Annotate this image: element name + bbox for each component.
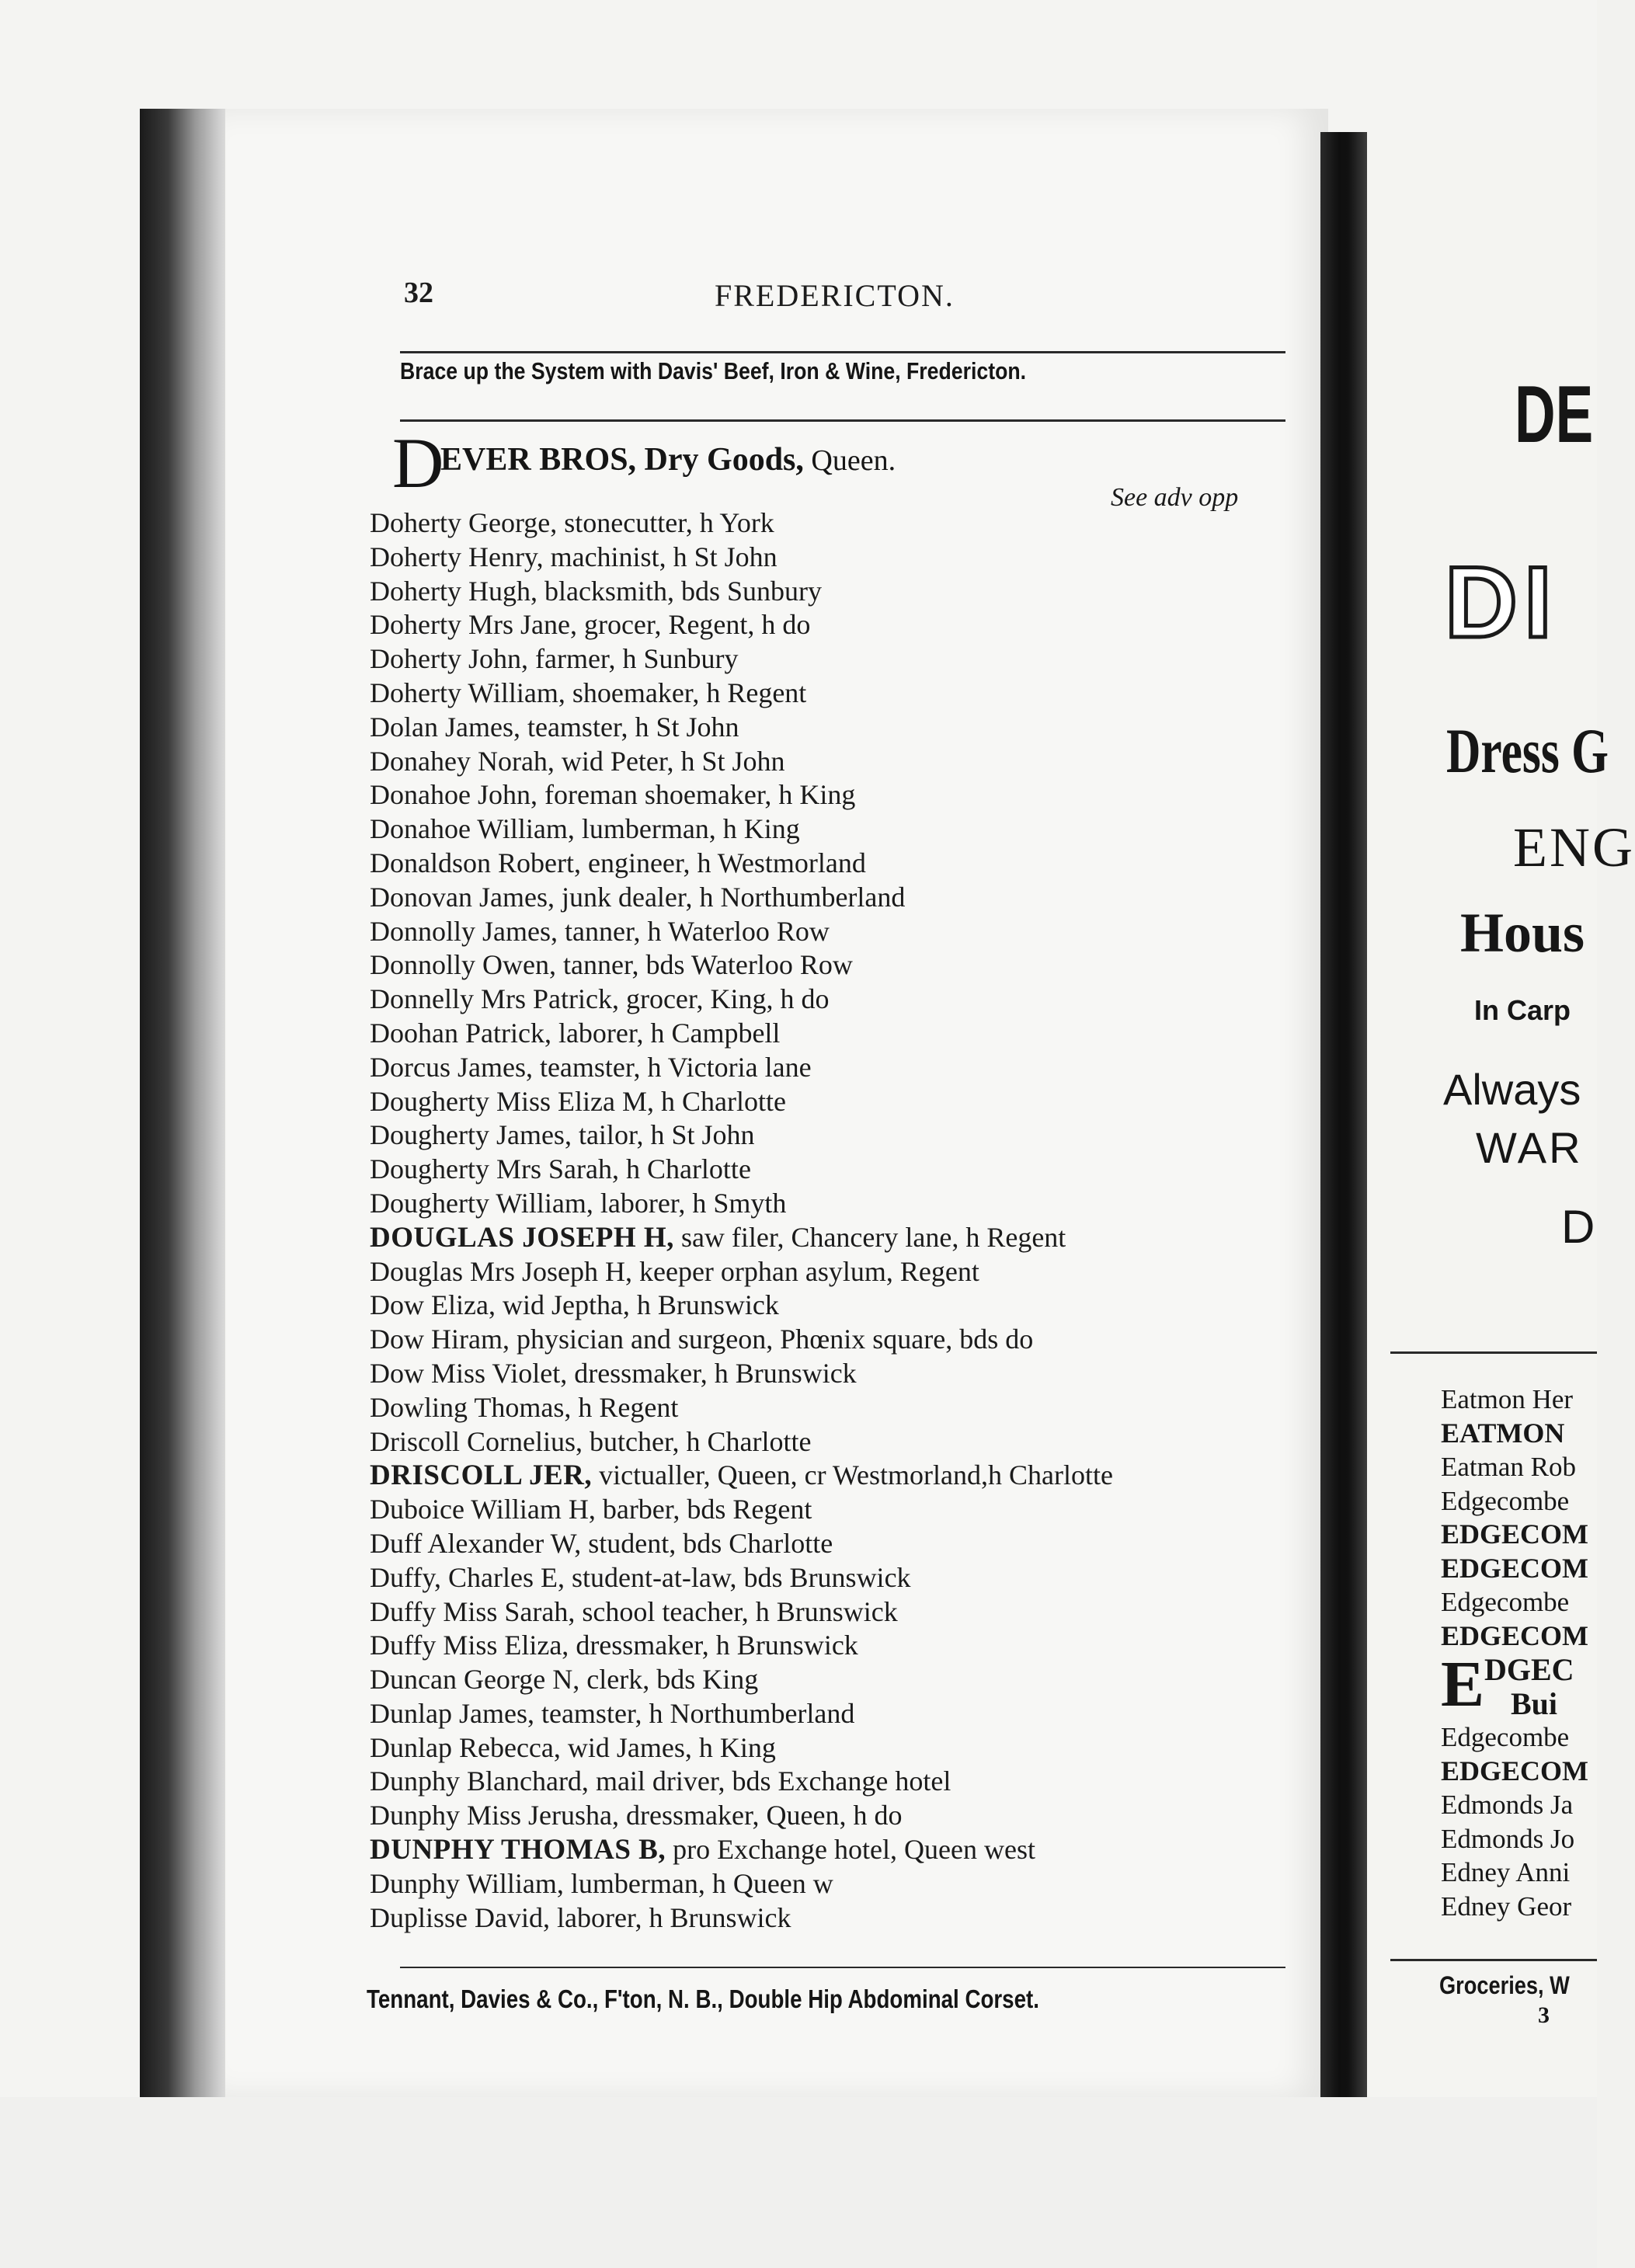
entry-name: Dougherty Mrs Sarah, [370,1153,619,1185]
entry-name: Donnelly Mrs Patrick, [370,983,619,1015]
advert-rule [400,419,1285,422]
right-warerooms: WAR [1476,1123,1583,1172]
directory-entry [370,1901,1333,1936]
entry-name: Dunphy William, [370,1867,564,1899]
see-advert-note: See adv opp [1111,483,1239,512]
directory-entry [370,1493,1333,1527]
right-heading-de: DE [1515,370,1594,460]
entry-detail: grocer, Regent, h do [576,609,811,641]
entry-detail: student, bds Charlotte [581,1527,833,1559]
right-list-item: EDGECOM [1441,1552,1589,1584]
drop-cap: D [392,423,444,503]
header-rule [400,351,1285,353]
right-list-item: Edney Geor [1441,1891,1572,1922]
running-title: FREDERICTON. [715,278,955,313]
entry-detail: physician and surgeon, Phœnix square, bds do [509,1324,1034,1355]
entry-name: DOUGLAS JOSEPH H, [370,1221,674,1254]
entry-name: Dow Hiram, [370,1324,510,1355]
directory-entry [370,1629,1333,1663]
entry-detail: wid James, h King [560,1731,776,1763]
page-number: 32 [404,277,433,309]
entry-detail: victualler, Queen, cr Westmorland,h Charlotte [592,1459,1113,1491]
directory-entry [370,812,1333,847]
entry-name: Donnolly Owen, [370,949,556,981]
directory-entry [370,1017,1333,1051]
entry-name: Dougherty Miss Eliza M, [370,1085,654,1117]
entry-detail: keeper orphan asylum, Regent [632,1255,979,1287]
entry-name: Doohan Patrick, [370,1017,551,1049]
entry-detail: laborer, h Smyth [593,1187,787,1219]
right-list-item: EDGECOM [1441,1619,1589,1651]
directory-entry [370,575,1333,609]
entry-detail: shoemaker, h Regent [565,677,807,708]
directory-entry [370,1051,1333,1085]
entry-detail: pro Exchange hotel, Queen west [666,1834,1035,1866]
entry-detail: wid Jeptha, h Brunswick [495,1289,779,1321]
entry-detail: junk dealer, h Northumberland [554,881,906,913]
right-always: Always [1443,1065,1581,1114]
directory-entry [370,506,1333,541]
entry-name: Douglas Mrs Joseph H, [370,1255,632,1287]
directory-entry [370,847,1333,881]
entry-detail: barber, bds Regent [595,1494,812,1525]
directory-entry [370,1085,1333,1119]
book-edge [140,109,233,2097]
entry-name: Doherty John, [370,643,528,675]
right-list-item: Edgecombe [1441,1587,1570,1617]
entry-name: Donnolly James, [370,915,558,947]
entry-name: Doherty William, [370,677,565,708]
entry-name: Duffy Miss Sarah, [370,1595,576,1627]
entry-detail: laborer, h Campbell [551,1017,781,1049]
entry-detail: mail driver, bds Exchange hotel [588,1765,951,1797]
right-drop-line: DGEC [1484,1652,1574,1687]
right-footer-rule [1390,1959,1597,1961]
entry-detail: clerk, bds King [579,1664,759,1696]
entry-detail: dressmaker, h Brunswick [567,1357,857,1389]
directory-entry [370,541,1333,575]
directory-entry [370,1391,1333,1425]
entry-name: Donahey Norah, [370,745,555,777]
entry-detail: tanner, h Waterloo Row [557,915,830,947]
directory-entry [370,948,1333,983]
entry-detail: teamster, h St John [520,711,739,743]
directory-entry [370,1255,1333,1289]
entry-detail: student-at-law, bds Brunswick [564,1561,911,1593]
directory-entry [370,677,1333,711]
directory-entry [370,1323,1333,1357]
entry-detail: dressmaker, Queen, h do [619,1800,903,1831]
right-house: Hous [1460,902,1585,964]
right-dress-goods: Dress G [1446,715,1609,786]
entry-name: DUNPHY THOMAS B, [370,1834,666,1866]
right-list-item: EATMON [1441,1417,1565,1449]
right-bottom-advert: Groceries, W [1439,1971,1570,1999]
entry-name: Donahoe William, [370,813,575,845]
entry-detail: lumberman, h Queen w [563,1867,833,1899]
footer-rule [400,1967,1285,1968]
feature-entry-rest: Queen. [803,444,896,477]
directory-entry [370,711,1333,745]
directory-entry [370,1663,1333,1697]
directory-entry [370,915,1333,949]
bottom-advert: Tennant, Davies & Co., F'ton, N. B., Double Hip Abdominal Corset. [367,1984,1039,2013]
entry-name: Doherty Mrs Jane, [370,609,577,641]
directory-entry [370,1867,1333,1901]
entry-detail: tailor, h St John [571,1119,755,1151]
right-carpets: In Carp [1474,994,1571,1026]
entry-name: Dow Eliza, [370,1289,496,1321]
entry-detail: lumberman, h King [574,813,800,845]
entry-detail: saw filer, Chancery lane, h Regent [673,1221,1066,1253]
directory-entry [370,642,1333,677]
entry-name: Driscoll Cornelius, [370,1425,583,1457]
directory-entry [370,1221,1333,1255]
right-list-item: Eatmon Her [1441,1384,1574,1414]
entry-detail: tanner, bds Waterloo Row [555,949,853,981]
directory-entry [370,1153,1333,1187]
entry-name: Dorcus James, [370,1051,533,1083]
entry-name: Donovan James, [370,881,555,913]
directory-entry [370,983,1333,1017]
entry-name: Dougherty William, [370,1187,593,1219]
entry-name: Dowling Thomas, [370,1391,572,1423]
directory-entry [370,1357,1333,1391]
entry-detail: laborer, h Brunswick [549,1901,791,1933]
entry-detail: wid Peter, h St John [554,745,785,777]
right-d: D [1561,1201,1595,1253]
directory-entry [370,1833,1333,1867]
directory-entries [370,506,1333,1935]
entry-detail: h Charlotte [618,1153,751,1185]
right-list-item: Eatman Rob [1441,1452,1576,1482]
right-list-item: EDGECOM [1441,1518,1589,1550]
entry-detail: blacksmith, bds Sunbury [537,575,822,607]
page-header [404,276,1282,322]
entry-name: Duffy, Charles E, [370,1561,565,1593]
right-list-item: Edmonds Ja [1441,1790,1574,1820]
directory-entry [370,1527,1333,1561]
entry-name: Duncan George N, [370,1664,580,1696]
right-drop-cap: E [1441,1648,1485,1720]
entry-detail: foreman shoemaker, h King [537,779,856,811]
entry-name: Duff Alexander W, [370,1527,582,1559]
entry-name: Duplisse David, [370,1901,550,1933]
directory-entry [370,608,1333,642]
feature-entry-text [440,441,896,478]
entry-name: Doherty Henry, [370,541,544,572]
entry-name: Dow Miss Violet, [370,1357,568,1389]
directory-entry [370,1459,1333,1493]
entry-name: Dolan James, [370,711,520,743]
entry-detail: butcher, h Charlotte [582,1425,812,1457]
entry-name: Donahoe John, [370,779,537,811]
entry-detail: farmer, h Sunbury [527,643,739,675]
top-advert: Brace up the System with Davis' Beef, Iron & Wine, Fredericton. [400,357,1027,384]
right-list-item: Edney Anni [1441,1857,1571,1887]
entry-detail: h Charlotte [653,1085,786,1117]
entry-detail: school teacher, h Brunswick [575,1595,898,1627]
right-heading-di: DI [1445,545,1558,659]
directory-entry [370,1561,1333,1595]
directory-entry [370,778,1333,812]
directory-entry [370,881,1333,915]
entry-name: DRISCOLL JER, [370,1459,593,1492]
directory-entry [370,1595,1333,1630]
right-list-item: Edgecombe [1441,1722,1570,1752]
entry-name: Dougherty James, [370,1119,572,1151]
directory-entry [370,1425,1333,1459]
directory-entry [370,1697,1333,1731]
entry-detail: engineer, h Westmorland [580,847,866,878]
entry-name: Dunphy Miss Jerusha, [370,1800,619,1831]
directory-entry [370,1765,1333,1799]
entry-name: Dunlap Rebecca, [370,1731,561,1763]
right-list-item: Edmonds Jo [1441,1823,1575,1854]
right-page-mark: 3 [1538,2002,1550,2028]
entry-name: Duboice William H, [370,1494,596,1525]
entry-name: Dunlap James, [370,1697,534,1729]
scanner-background [0,2097,1597,2268]
directory-entry [370,1799,1333,1833]
entry-detail: teamster, h Victoria lane [532,1051,812,1083]
entry-name: Duffy Miss Eliza, [370,1630,569,1661]
entry-detail: teamster, h Northumberland [534,1697,855,1729]
entry-detail: machinist, h St John [543,541,777,572]
right-eng: ENG [1513,816,1635,878]
directory-entry [370,1289,1333,1323]
directory-entry [370,745,1333,779]
directory-entry [370,1118,1333,1153]
right-drop-line: Bui [1511,1685,1558,1721]
directory-entry [370,1187,1333,1221]
directory-entry [370,1731,1333,1765]
right-list-item: EDGECOM [1441,1755,1589,1786]
feature-entry-bold: EVER BROS, Dry Goods, [440,442,804,478]
entry-name: Donaldson Robert, [370,847,581,878]
entry-name: Doherty Hugh, [370,575,537,607]
entry-detail: grocer, King, h do [618,983,830,1015]
right-rule [1390,1351,1597,1354]
right-list-item: Edgecombe [1441,1485,1570,1516]
entry-detail: stonecutter, h York [557,507,774,538]
entry-detail: h Regent [571,1391,679,1423]
entry-detail: dressmaker, h Brunswick [569,1630,858,1661]
entry-name: Doherty George, [370,507,558,538]
entry-name: Dunphy Blanchard, [370,1765,589,1797]
